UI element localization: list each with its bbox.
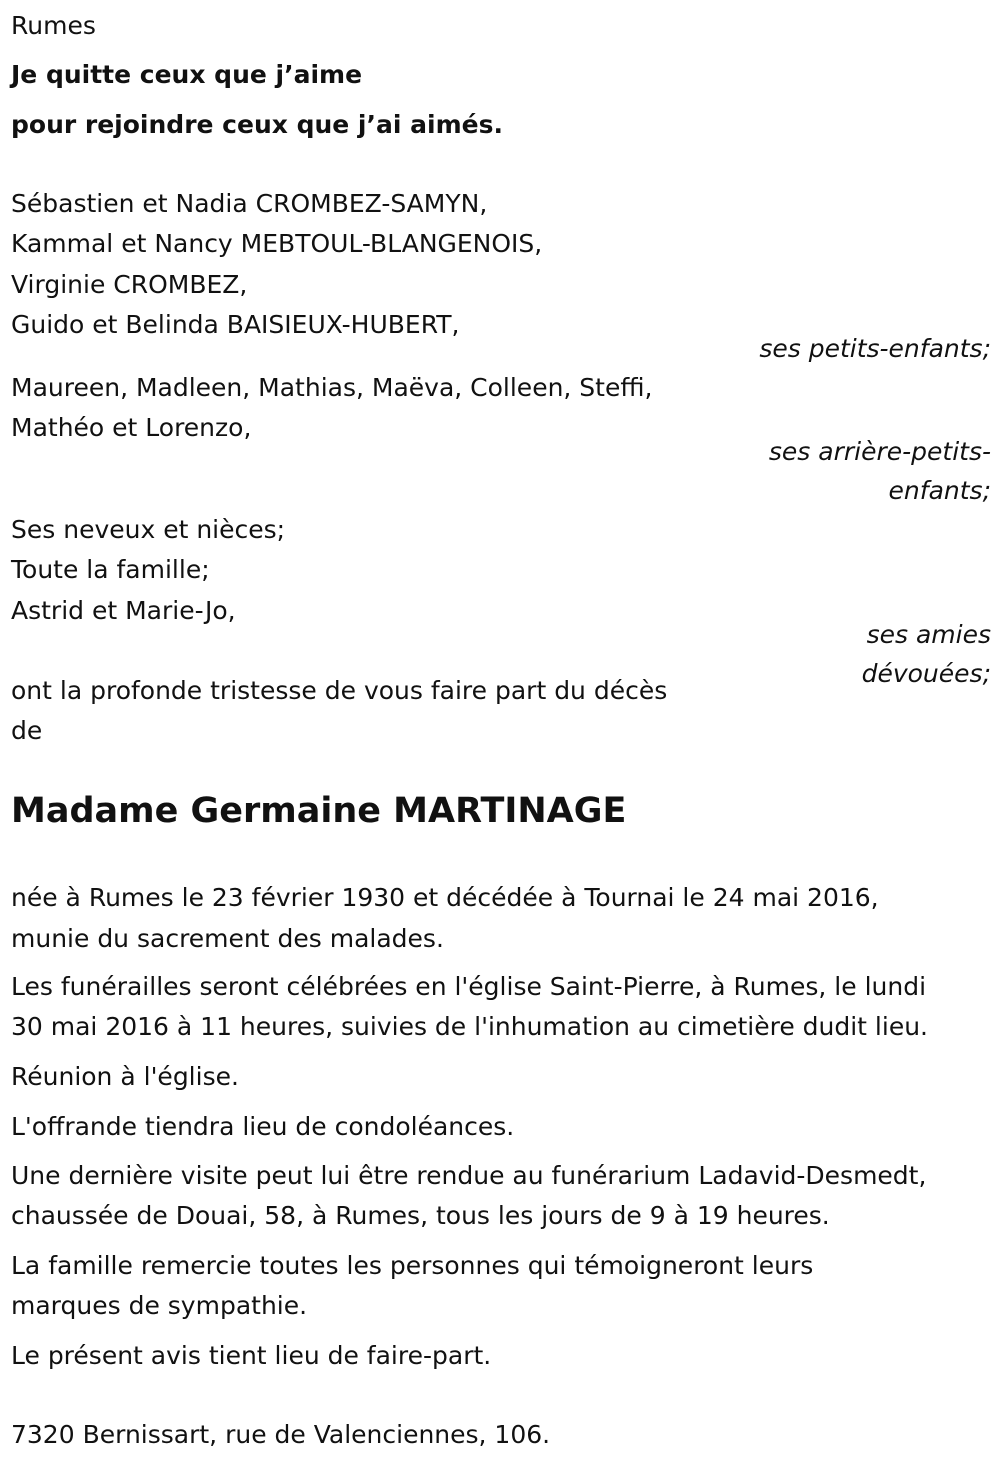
paragraph-thanks-line-1: La famille remercie toutes les personnes qui témoigneront leurs [11, 1251, 814, 1280]
paragraph-notice: Le présent avis tient lieu de faire-part. [11, 1341, 492, 1370]
paragraph-offering: L'offrande tiendra lieu de condoléances. [11, 1112, 515, 1141]
great-grandchild-line-2: Mathéo et Lorenzo, [11, 413, 252, 442]
others-line-1: Ses neveux et nièces; [11, 515, 286, 544]
location: Rumes [11, 11, 96, 40]
epigraph-line-2: pour rejoindre ceux que j’ai aimés. [11, 110, 503, 139]
announcement-line-1: ont la profonde tristesse de vous faire part du décès [11, 676, 668, 705]
friends-role-line-2: dévouées; [861, 659, 991, 688]
paragraph-thanks-line-2: marques de sympathie. [11, 1291, 308, 1320]
address: 7320 Bernissart, rue de Valenciennes, 106. [11, 1420, 551, 1449]
paragraph-birth-line-2: munie du sacrement des malades. [11, 924, 444, 953]
grandchildren-role: ses petits-enfants; [759, 334, 991, 363]
great-grandchild-line-1: Maureen, Madleen, Mathias, Maëva, Colleen, Steffi, [11, 373, 653, 402]
great-grandchildren-role-line-1: ses arrière-petits- [768, 437, 991, 466]
obituary-notice [11, 0, 991, 1469]
great-grandchildren-role-line-2: enfants; [888, 476, 991, 505]
epigraph-line-1: Je quitte ceux que j’aime [11, 60, 363, 89]
paragraph-birth-line-1: née à Rumes le 23 février 1930 et décédée à Tournai le 24 mai 2016, [11, 883, 879, 912]
grandchild-line-1: Sébastien et Nadia CROMBEZ-SAMYN, [11, 189, 488, 218]
paragraph-funeral-line-2: 30 mai 2016 à 11 heures, suivies de l'inhumation au cimetière dudit lieu. [11, 1012, 928, 1041]
deceased-name: Madame Germaine MARTINAGE [11, 791, 627, 831]
others-line-3: Astrid et Marie-Jo, [11, 596, 236, 625]
paragraph-visit-line-1: Une dernière visite peut lui être rendue au funérarium Ladavid-Desmedt, [11, 1161, 927, 1190]
paragraph-visit-line-2: chaussée de Douai, 58, à Rumes, tous les jours de 9 à 19 heures. [11, 1201, 830, 1230]
paragraph-reunion: Réunion à l'église. [11, 1062, 239, 1091]
others-line-2: Toute la famille; [11, 555, 210, 584]
friends-role-line-1: ses amies [866, 620, 991, 649]
grandchild-line-2: Kammal et Nancy MEBTOUL-BLANGENOIS, [11, 229, 543, 258]
paragraph-funeral-line-1: Les funérailles seront célébrées en l'église Saint-Pierre, à Rumes, le lundi [11, 972, 927, 1001]
grandchild-line-4: Guido et Belinda BAISIEUX-HUBERT, [11, 310, 460, 339]
announcement-line-2: de [11, 716, 43, 745]
grandchild-line-3: Virginie CROMBEZ, [11, 270, 248, 299]
